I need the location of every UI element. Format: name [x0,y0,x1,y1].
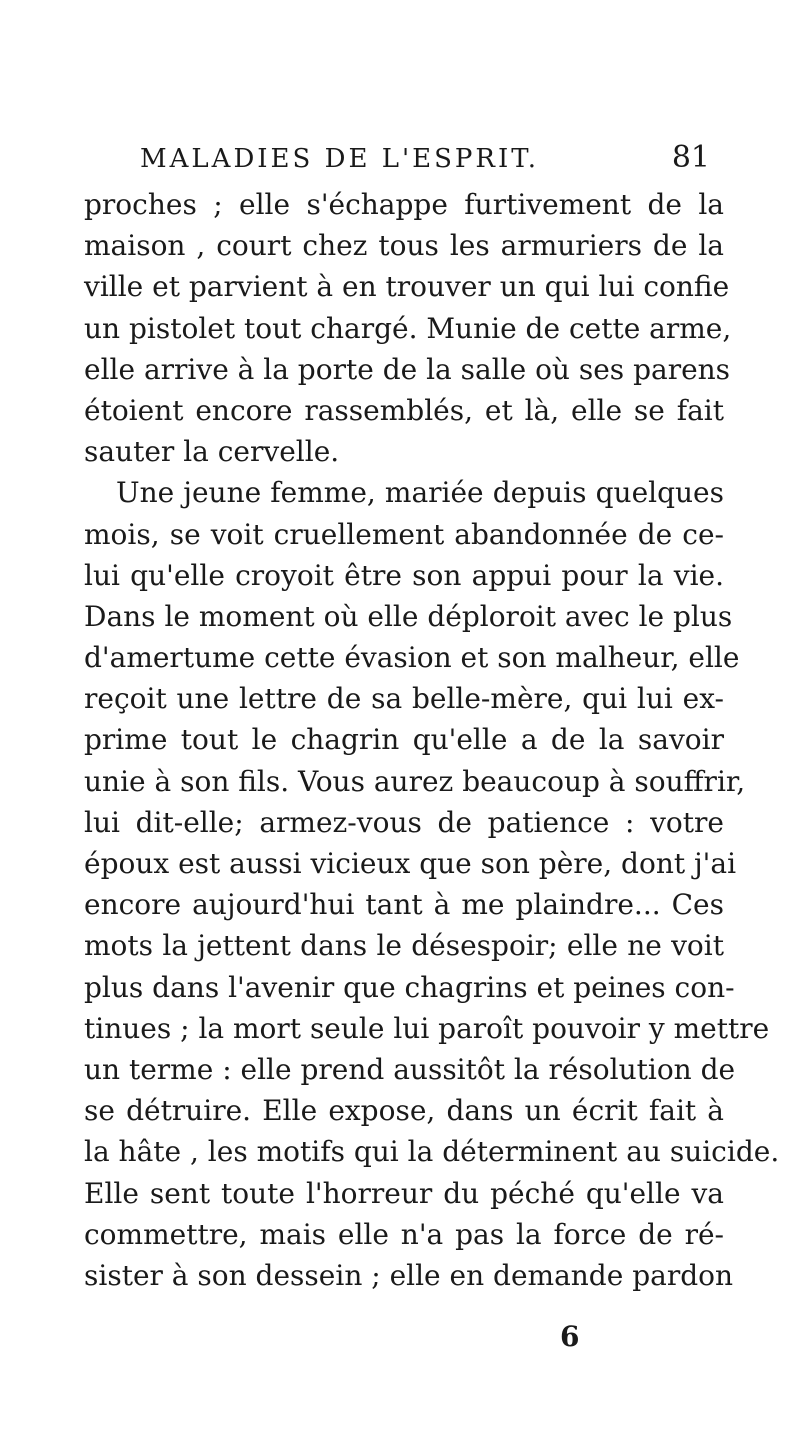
text-line: mois, se voit cruellement abandonnée de ce- [84,517,724,551]
text-line: unie à son fils. Vous aurez beaucoup à souffrir, [84,764,746,798]
text-line: prime tout le chagrin qu'elle a de la savoir [84,723,724,757]
paragraph-start-line: Une jeune femme, mariée depuis quelques [116,476,724,510]
text-line: Dans le moment où elle déploroit avec le plus [84,599,733,633]
running-title: MALADIES DE L'ESPRIT. [140,144,540,174]
text-line: sauter la cervelle. [84,435,340,469]
text-line: lui dit-elle; armez-vous de patience : votre [84,805,724,839]
signature-mark: 6 [560,1320,580,1353]
text-line: d'amertume cette évasion et son malheur, elle [84,641,740,675]
text-line: elle arrive à la porte de la salle où ses parens [84,352,731,386]
text-line: époux est aussi vicieux que son père, dont j'ai [84,847,737,880]
text-line: étoient encore rassemblés, et là, elle se fait [84,393,724,427]
body-text [84,184,780,1296]
text-line: maison , court chez tous les armuriers de la [84,229,724,263]
text-line: sister à son dessein ; elle en demande pardon [84,1258,734,1292]
text-line: reçoit une lettre de sa belle-mère, qui lui ex- [84,682,724,716]
text-line: mots la jettent dans le désespoir; elle ne voit [84,929,724,963]
text-line: ville et parvient à en trouver un qui lui confie [84,270,730,304]
text-line: plus dans l'avenir que chagrins et peines con- [84,970,735,1004]
text-line: Elle sent toute l'horreur du péché qu'elle va [84,1176,724,1210]
text-line: commettre, mais elle n'a pas la force de ré- [84,1217,724,1251]
text-line: un terme : elle prend aussitôt la résolution de [84,1052,736,1086]
text-line: tinues ; la mort seule lui paroît pouvoir y mettre [84,1011,770,1045]
page-number: 81 [671,140,710,175]
text-line: la hâte , les motifs qui la déterminent au suicide. [84,1135,780,1169]
running-head [140,140,710,180]
text-line: lui qu'elle croyoit être son appui pour la vie. [84,558,724,592]
text-line: encore aujourd'hui tant à me plaindre... Ces [84,888,724,922]
text-line: un pistolet tout chargé. Munie de cette arme, [84,311,732,345]
text-line: se détruire. Elle expose, dans un écrit fait à [84,1094,724,1128]
text-line: proches ; elle s'échappe furtivement de la [84,188,724,221]
